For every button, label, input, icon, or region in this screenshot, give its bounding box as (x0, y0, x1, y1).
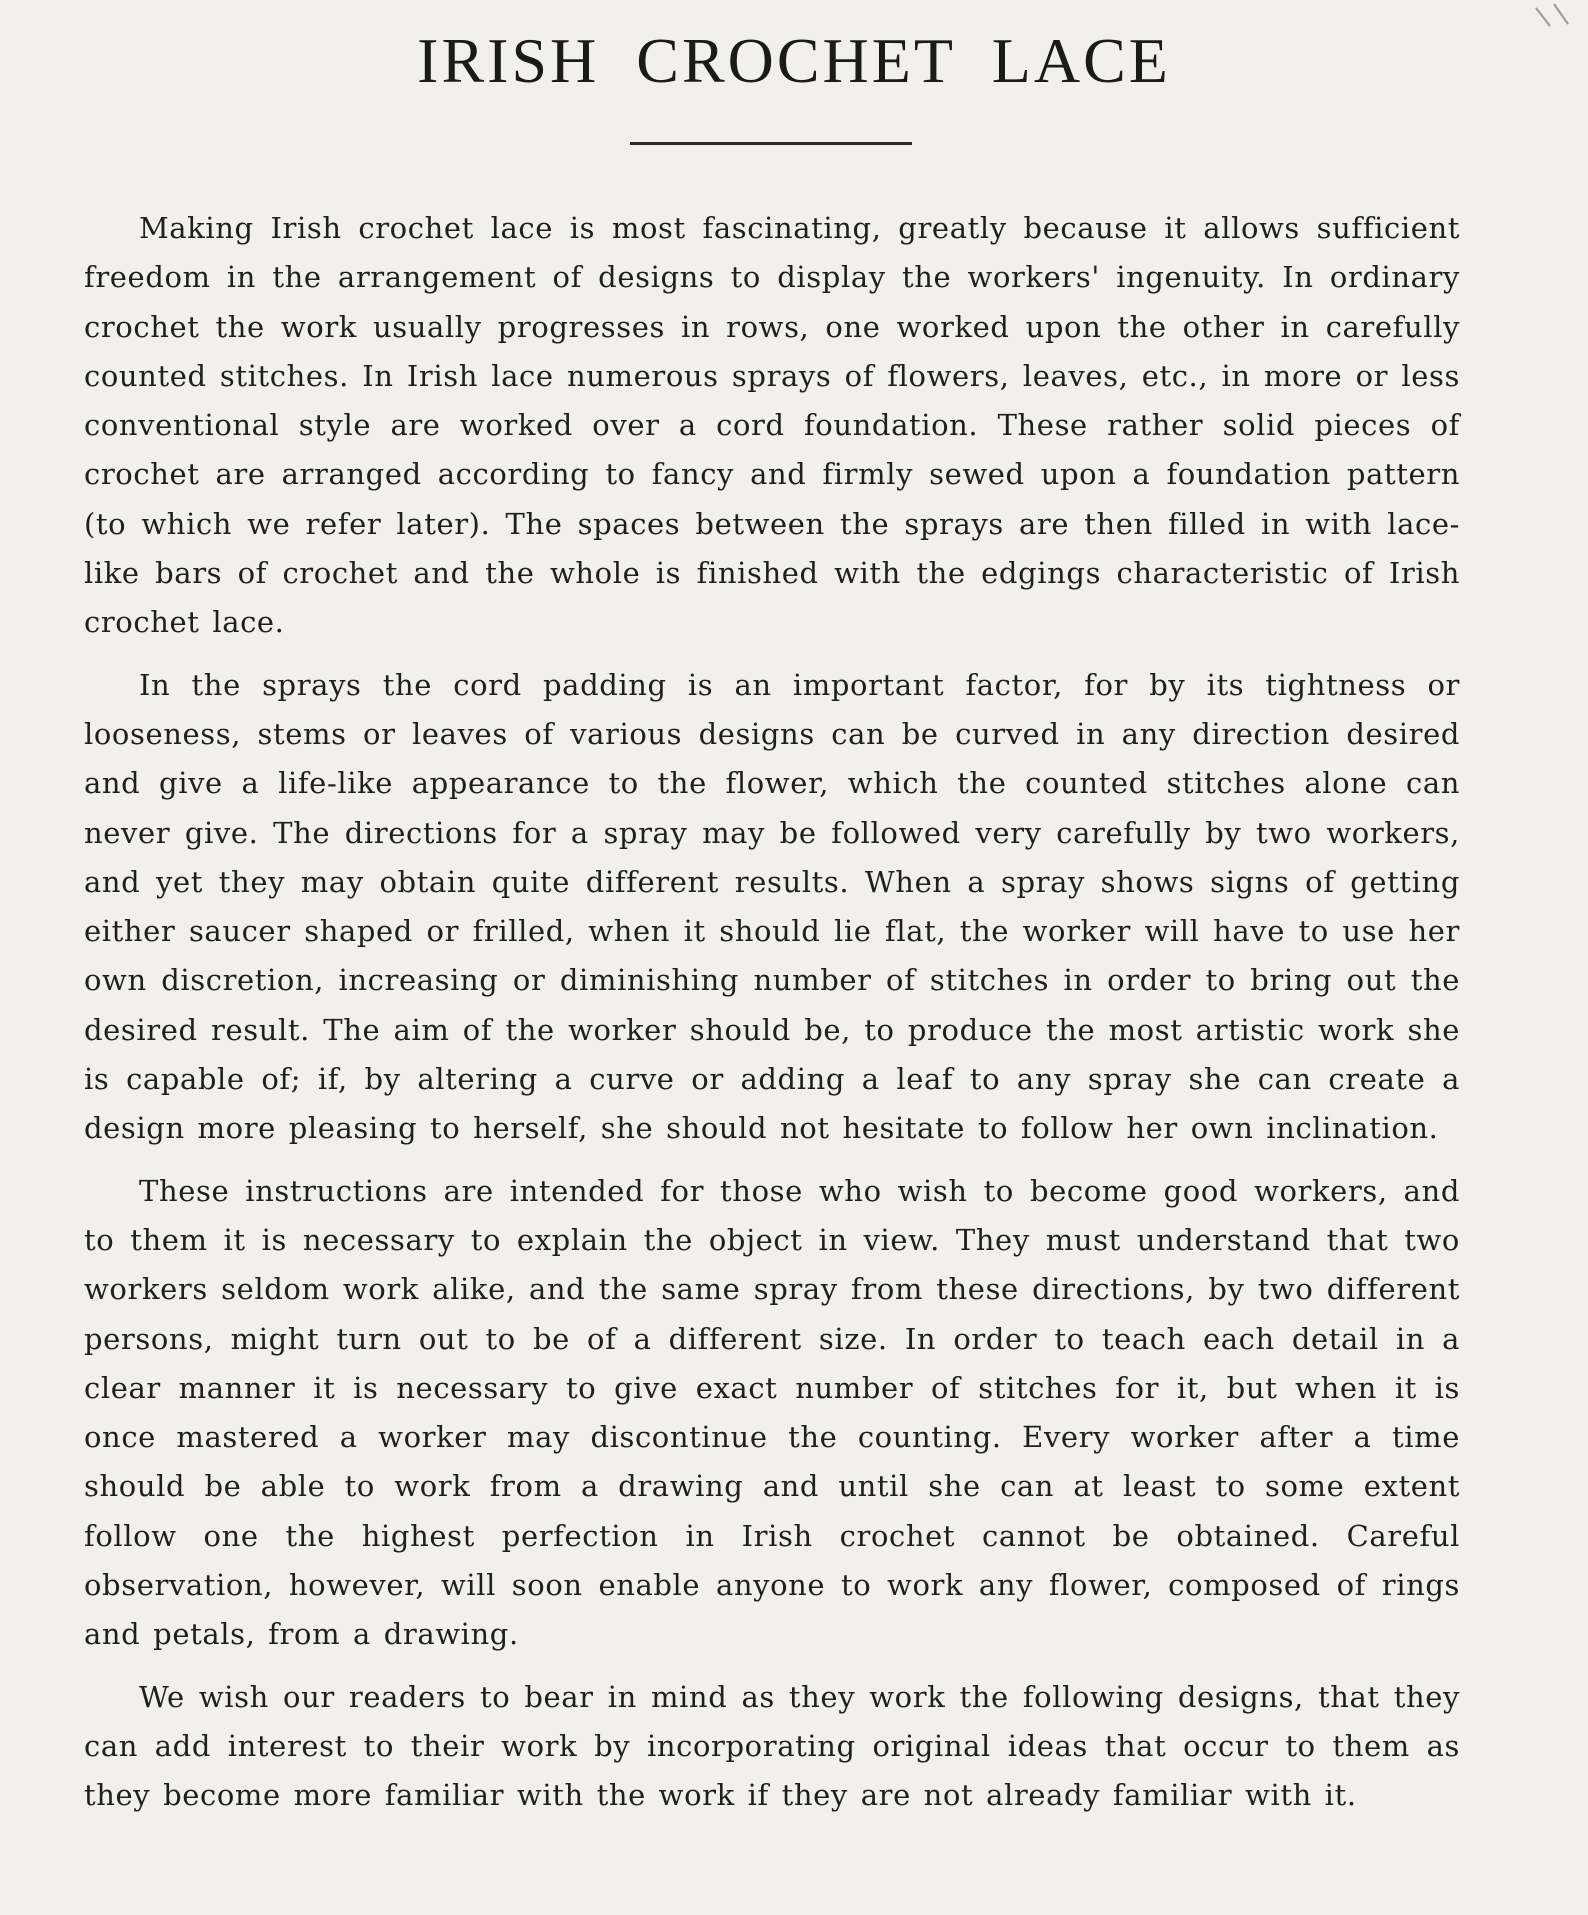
paragraph: In the sprays the cord padding is an important factor, for by its tightness or looseness, stems or leaves of various designs can be curved in any direction desired and give a life-like appearance to the flower, which the counted stitches alone can never give. The directions for a spray may be followed very carefully by two workers, and yet they may obtain quite different results. When a spray shows signs of getting either saucer shaped or frilled, when it should lie flat, the worker will have to use her own discretion, increasing or diminishing number of stitches in order to bring out the desired result. The aim of the worker should be, to produce the most artistic work she is capable of; if, by altering a curve or adding a leaf to any spray she can create a design more pleasing to herself, she should not hesitate to follow her own inclination. (84, 667, 1460, 1146)
paragraph: We wish our readers to bear in mind as they work the following designs, that they can add interest to their work by incorporating original ideas that occur to them as they become more familiar with the work if they are not already familiar with it. (84, 1679, 1460, 1813)
title-divider (630, 142, 912, 145)
body-text (84, 204, 1460, 1834)
page-title: IRISH CROCHET LACE (417, 25, 1171, 96)
paragraph: Making Irish crochet lace is most fascinating, greatly because it allows sufficient freedom in the arrangement of designs to display the workers' ingenuity. In ordinary crochet the work usually progresses in rows, one worked upon the other in carefully counted stitches. In Irish lace numerous sprays of flowers, leaves, etc., in more or less conventional style are worked over a cord foundation. These rather solid pieces of crochet are arranged according to fancy and firmly sewed upon a foundation pattern (to which we refer later). The spaces between the sprays are then filled in with lace-like bars of crochet and the whole is finished with the edgings characteristic of Irish crochet lace. (84, 211, 1460, 640)
paragraph: These instructions are intended for those who wish to become good workers, and to them it is necessary to explain the object in view. They must understand that two workers seldom work alike, and the same spray from these directions, by two different persons, might turn out to be of a different size. In order to teach each detail in a clear manner it is necessary to give exact number of stitches for it, but when it is once mastered a worker may discontinue the counting. Every worker after a time should be able to work from a drawing and until she can at least to some extent follow one the highest perfection in Irish crochet cannot be obtained. Careful observation, however, will soon enable anyone to work any flower, composed of rings and petals, from a drawing. (84, 1173, 1460, 1652)
